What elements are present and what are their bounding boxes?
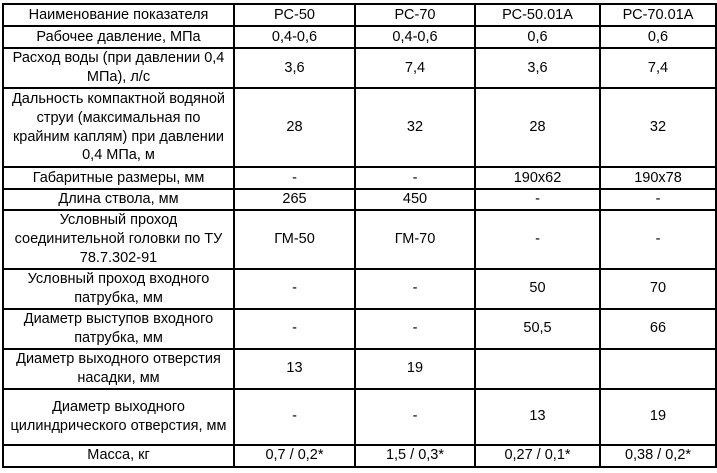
value-cell: - — [234, 269, 355, 309]
row-label-cell: Рабочее давление, МПа — [3, 26, 234, 48]
spec-table — [2, 3, 717, 468]
value-cell: 13 — [234, 349, 355, 389]
value-cell — [600, 349, 716, 389]
table-row — [3, 167, 716, 189]
row-label-cell: Дальность компактной водяной струи (максимальная по крайним каплям) при давлении 0,4 МПа, м — [3, 88, 234, 167]
value-cell: 3,6 — [234, 48, 355, 88]
value-cell: 0,27 / 0,1* — [475, 445, 600, 467]
value-cell: 66 — [600, 309, 716, 349]
row-label-cell: Масса, кг — [3, 445, 234, 467]
table-row — [3, 389, 716, 445]
value-cell: 7,4 — [355, 48, 475, 88]
value-cell: 0,7 / 0,2* — [234, 445, 355, 467]
value-cell: 19 — [355, 349, 475, 389]
table-row — [3, 210, 716, 269]
row-label-cell: Диаметр выходного отверстия насадки, мм — [3, 349, 234, 389]
value-cell: - — [600, 210, 716, 269]
value-cell: - — [475, 189, 600, 210]
value-cell: 0,38 / 0,2* — [600, 445, 716, 467]
value-cell: 50,5 — [475, 309, 600, 349]
value-cell: - — [355, 269, 475, 309]
value-cell: - — [355, 309, 475, 349]
value-cell: - — [355, 167, 475, 189]
value-cell: - — [475, 210, 600, 269]
table-body — [3, 26, 716, 467]
value-cell: 32 — [600, 88, 716, 167]
value-cell: 32 — [355, 88, 475, 167]
value-cell: ГМ-70 — [355, 210, 475, 269]
row-label-cell: Расход воды (при давлении 0,4 МПа), л/с — [3, 48, 234, 88]
table-row — [3, 26, 716, 48]
value-cell: 50 — [475, 269, 600, 309]
value-cell: 190х62 — [475, 167, 600, 189]
table-row — [3, 48, 716, 88]
value-cell: 0,4-0,6 — [355, 26, 475, 48]
table-row — [3, 445, 716, 467]
value-cell: 0,4-0,6 — [234, 26, 355, 48]
table-row — [3, 349, 716, 389]
value-cell: - — [234, 309, 355, 349]
value-cell: 450 — [355, 189, 475, 210]
value-cell: 7,4 — [600, 48, 716, 88]
row-label-cell: Длина ствола, мм — [3, 189, 234, 210]
header-model-cell: РС-70 — [355, 4, 475, 26]
row-label-cell: Условный проход соединительной головки по ТУ 78.7.302-91 — [3, 210, 234, 269]
header-model-cell: РС-50.01А — [475, 4, 600, 26]
row-label-cell: Габаритные размеры, мм — [3, 167, 234, 189]
value-cell: - — [355, 389, 475, 445]
value-cell: 70 — [600, 269, 716, 309]
value-cell: 265 — [234, 189, 355, 210]
value-cell: - — [600, 189, 716, 210]
value-cell — [475, 349, 600, 389]
value-cell: 1,5 / 0,3* — [355, 445, 475, 467]
value-cell: 0,6 — [600, 26, 716, 48]
value-cell: 0,6 — [475, 26, 600, 48]
value-cell: ГМ-50 — [234, 210, 355, 269]
table-row — [3, 88, 716, 167]
value-cell: 3,6 — [475, 48, 600, 88]
value-cell: 28 — [234, 88, 355, 167]
table-header-row — [3, 4, 716, 26]
value-cell: 190х78 — [600, 167, 716, 189]
value-cell: 28 — [475, 88, 600, 167]
table-row — [3, 269, 716, 309]
table-row — [3, 189, 716, 210]
row-label-cell: Диаметр выступов входного патрубка, мм — [3, 309, 234, 349]
value-cell: - — [234, 389, 355, 445]
header-model-cell: РС-70.01А — [600, 4, 716, 26]
value-cell: 19 — [600, 389, 716, 445]
header-model-cell: РС-50 — [234, 4, 355, 26]
value-cell: 13 — [475, 389, 600, 445]
table-row — [3, 309, 716, 349]
row-label-cell: Диаметр выходного цилиндрического отверстия, мм — [3, 389, 234, 445]
row-label-cell: Условный проход входного патрубка, мм — [3, 269, 234, 309]
header-name-cell: Наименование показателя — [3, 4, 234, 26]
value-cell: - — [234, 167, 355, 189]
